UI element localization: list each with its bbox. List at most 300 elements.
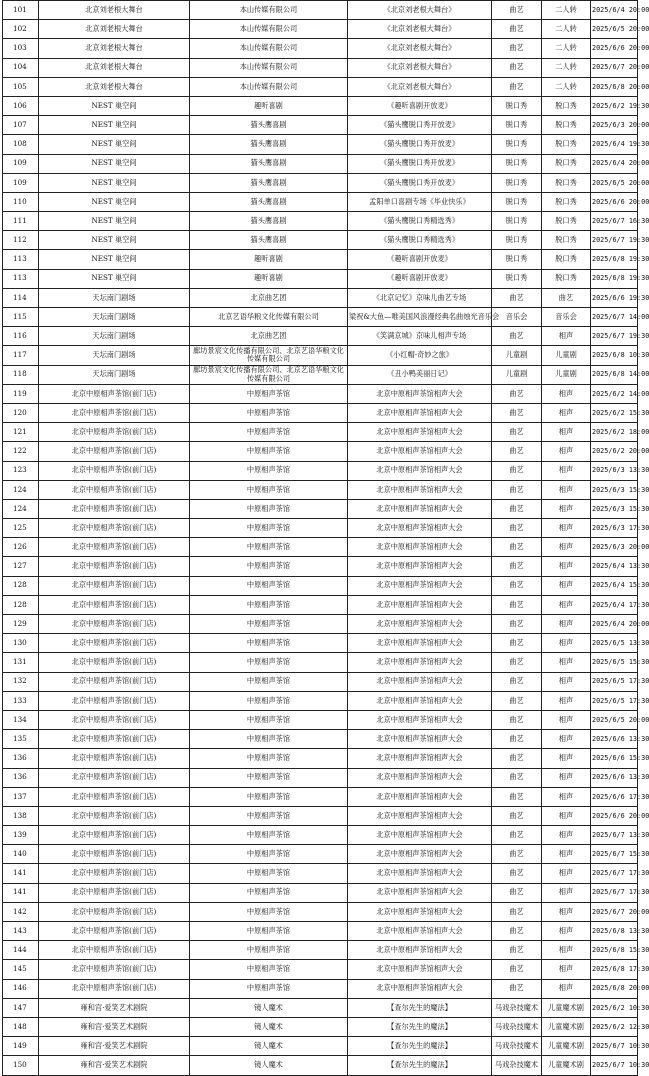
table-row bbox=[3, 653, 638, 672]
row-number: 117 bbox=[3, 346, 39, 365]
venue-cell: 北京中原相声茶馆(前门店) bbox=[39, 384, 190, 403]
show-title-cell: 北京中原相声茶馆相声大会 bbox=[348, 902, 492, 921]
table-row bbox=[3, 960, 638, 979]
row-number: 104 bbox=[3, 58, 39, 77]
subcategory-cell: 相声 bbox=[542, 595, 591, 614]
show-title-cell: 《猫头鹰脱口秀精选秀》 bbox=[348, 231, 492, 250]
subcategory-cell: 相声 bbox=[542, 557, 591, 576]
row-number: 124 bbox=[3, 480, 39, 499]
table-row bbox=[3, 902, 638, 921]
organizer-cell: 中原相声茶馆 bbox=[190, 519, 348, 538]
table-row bbox=[3, 979, 638, 998]
datetime-cell: 2025/6/8 19:30 bbox=[591, 250, 638, 269]
venue-cell: 天坛南门剧场 bbox=[39, 327, 190, 346]
organizer-cell: 中原相声茶馆 bbox=[190, 826, 348, 845]
category-cell: 曲艺 bbox=[492, 691, 542, 710]
organizer-cell: 中原相声茶馆 bbox=[190, 883, 348, 902]
venue-cell: NEST 巢空间 bbox=[39, 192, 190, 211]
subcategory-cell: 相声 bbox=[542, 519, 591, 538]
table-row bbox=[3, 39, 638, 58]
show-title-cell: 北京中原相声茶馆相声大会 bbox=[348, 806, 492, 825]
organizer-cell: 中原相声茶馆 bbox=[190, 864, 348, 883]
venue-cell: 北京刘老根大舞台 bbox=[39, 39, 190, 58]
venue-cell: 北京中原相声茶馆(前门店) bbox=[39, 730, 190, 749]
table-row bbox=[3, 922, 638, 941]
table-row bbox=[3, 403, 638, 422]
row-number: 126 bbox=[3, 538, 39, 557]
subcategory-cell: 相声 bbox=[542, 845, 591, 864]
table-row bbox=[3, 634, 638, 653]
row-number: 137 bbox=[3, 787, 39, 806]
category-cell: 曲艺 bbox=[492, 922, 542, 941]
row-number: 148 bbox=[3, 1017, 39, 1036]
category-cell: 儿童剧 bbox=[492, 365, 542, 384]
venue-cell: NEST 巢空间 bbox=[39, 250, 190, 269]
organizer-cell: 中原相声茶馆 bbox=[190, 634, 348, 653]
organizer-cell: 猫头鹰喜剧 bbox=[190, 192, 348, 211]
datetime-cell: 2025/6/8 15:30 bbox=[591, 941, 638, 960]
organizer-cell: 中原相声茶馆 bbox=[190, 922, 348, 941]
datetime-cell: 2025/6/3 20:00 bbox=[591, 116, 638, 135]
organizer-cell: 趣听喜剧 bbox=[190, 269, 348, 288]
category-cell: 马戏杂技魔术 bbox=[492, 1056, 542, 1075]
show-title-cell: 北京中原相声茶馆相声大会 bbox=[348, 557, 492, 576]
row-number: 133 bbox=[3, 691, 39, 710]
organizer-cell: 本山传媒有限公司 bbox=[190, 1, 348, 20]
show-title-cell: 北京中原相声茶馆相声大会 bbox=[348, 691, 492, 710]
row-number: 139 bbox=[3, 826, 39, 845]
subcategory-cell: 儿童魔术剧 bbox=[542, 1017, 591, 1036]
table-row bbox=[3, 384, 638, 403]
category-cell: 脱口秀 bbox=[492, 192, 542, 211]
subcategory-cell: 相声 bbox=[542, 653, 591, 672]
category-cell: 曲艺 bbox=[492, 499, 542, 518]
category-cell: 曲艺 bbox=[492, 672, 542, 691]
venue-cell: 北京中原相声茶馆(前门店) bbox=[39, 595, 190, 614]
venue-cell: 北京中原相声茶馆(前门店) bbox=[39, 557, 190, 576]
organizer-cell: 中原相声茶馆 bbox=[190, 691, 348, 710]
row-number: 107 bbox=[3, 116, 39, 135]
show-title-cell: 北京中原相声茶馆相声大会 bbox=[348, 576, 492, 595]
datetime-cell: 2025/6/5 20:00 bbox=[591, 20, 638, 39]
category-cell: 曲艺 bbox=[492, 77, 542, 96]
category-cell: 儿童剧 bbox=[492, 346, 542, 365]
venue-cell: 北京中原相声茶馆(前门店) bbox=[39, 538, 190, 557]
row-number: 150 bbox=[3, 1056, 39, 1075]
venue-cell: 北京中原相声茶馆(前门店) bbox=[39, 423, 190, 442]
row-number: 113 bbox=[3, 269, 39, 288]
show-title-cell: 【查尔先生的魔法】 bbox=[348, 1056, 492, 1075]
show-title-cell: 北京中原相声茶馆相声大会 bbox=[348, 499, 492, 518]
datetime-cell: 2025/6/2 19:30 bbox=[591, 96, 638, 115]
row-number: 115 bbox=[3, 308, 39, 327]
row-number: 113 bbox=[3, 250, 39, 269]
organizer-cell: 猫头鹰喜剧 bbox=[190, 173, 348, 192]
venue-cell: NEST 巢空间 bbox=[39, 116, 190, 135]
row-number: 112 bbox=[3, 231, 39, 250]
datetime-cell: 2025/6/5 20:00 bbox=[591, 173, 638, 192]
show-title-cell: 北京中原相声茶馆相声大会 bbox=[348, 403, 492, 422]
organizer-cell: 镜人魔术 bbox=[190, 1037, 348, 1056]
datetime-cell: 2025/6/7 17:30 bbox=[591, 864, 638, 883]
table-row bbox=[3, 538, 638, 557]
datetime-cell: 2025/6/6 20:00 bbox=[591, 39, 638, 58]
organizer-cell: 中原相声茶馆 bbox=[190, 499, 348, 518]
row-number: 149 bbox=[3, 1037, 39, 1056]
subcategory-cell: 脱口秀 bbox=[542, 135, 591, 154]
category-cell: 曲艺 bbox=[492, 423, 542, 442]
show-title-cell: 《猫头鹰脱口秀开放麦》 bbox=[348, 116, 492, 135]
datetime-cell: 2025/6/7 17:30 bbox=[591, 883, 638, 902]
table-row bbox=[3, 941, 638, 960]
datetime-cell: 2025/6/8 20:00 bbox=[591, 77, 638, 96]
show-title-cell: 北京中原相声茶馆相声大会 bbox=[348, 845, 492, 864]
subcategory-cell: 脱口秀 bbox=[542, 154, 591, 173]
show-title-cell: 北京中原相声茶馆相声大会 bbox=[348, 730, 492, 749]
category-cell: 曲艺 bbox=[492, 749, 542, 768]
subcategory-cell: 脱口秀 bbox=[542, 250, 591, 269]
row-number: 114 bbox=[3, 288, 39, 307]
subcategory-cell: 二人转 bbox=[542, 20, 591, 39]
table-row bbox=[3, 768, 638, 787]
datetime-cell: 2025/6/8 19:30 bbox=[591, 269, 638, 288]
category-cell: 曲艺 bbox=[492, 960, 542, 979]
subcategory-cell: 相声 bbox=[542, 442, 591, 461]
show-title-cell: 《猫头鹰脱口秀开放麦》 bbox=[348, 135, 492, 154]
datetime-cell: 2025/6/4 17:30 bbox=[591, 595, 638, 614]
subcategory-cell: 相声 bbox=[542, 941, 591, 960]
organizer-cell: 猫头鹰喜剧 bbox=[190, 212, 348, 231]
category-cell: 脱口秀 bbox=[492, 173, 542, 192]
venue-cell: 北京中原相声茶馆(前门店) bbox=[39, 768, 190, 787]
datetime-cell: 2025/6/6 19:30 bbox=[591, 288, 638, 307]
table-row bbox=[3, 1056, 638, 1075]
category-cell: 曲艺 bbox=[492, 58, 542, 77]
row-number: 128 bbox=[3, 595, 39, 614]
performance-schedule-table bbox=[2, 0, 649, 1076]
subcategory-cell: 脱口秀 bbox=[542, 96, 591, 115]
datetime-cell: 2025/6/7 10:30 bbox=[591, 1037, 638, 1056]
datetime-cell: 2025/6/5 20:00 bbox=[591, 710, 638, 729]
datetime-cell: 2025/6/6 13:30 bbox=[591, 768, 638, 787]
row-number: 136 bbox=[3, 768, 39, 787]
category-cell: 曲艺 bbox=[492, 634, 542, 653]
category-cell: 曲艺 bbox=[492, 480, 542, 499]
subcategory-cell: 相声 bbox=[542, 576, 591, 595]
organizer-cell: 本山传媒有限公司 bbox=[190, 39, 348, 58]
venue-cell: 北京中原相声茶馆(前门店) bbox=[39, 864, 190, 883]
organizer-cell: 中原相声茶馆 bbox=[190, 730, 348, 749]
subcategory-cell: 儿童魔术剧 bbox=[542, 1037, 591, 1056]
show-title-cell: 《猫头鹰脱口秀开放麦》 bbox=[348, 154, 492, 173]
organizer-cell: 猫头鹰喜剧 bbox=[190, 116, 348, 135]
datetime-cell: 2025/6/6 17:30 bbox=[591, 787, 638, 806]
category-cell: 脱口秀 bbox=[492, 269, 542, 288]
show-title-cell: 北京中原相声茶馆相声大会 bbox=[348, 538, 492, 557]
row-number: 144 bbox=[3, 941, 39, 960]
venue-cell: NEST 巢空间 bbox=[39, 212, 190, 231]
organizer-cell: 猫头鹰喜剧 bbox=[190, 231, 348, 250]
table-row bbox=[3, 365, 638, 384]
subcategory-cell: 相声 bbox=[542, 710, 591, 729]
venue-cell: 北京刘老根大舞台 bbox=[39, 20, 190, 39]
subcategory-cell: 脱口秀 bbox=[542, 212, 591, 231]
venue-cell: 天坛南门剧场 bbox=[39, 308, 190, 327]
table-row bbox=[3, 1037, 638, 1056]
organizer-cell: 中原相声茶馆 bbox=[190, 461, 348, 480]
organizer-cell: 猫头鹰喜剧 bbox=[190, 154, 348, 173]
subcategory-cell: 相声 bbox=[542, 384, 591, 403]
row-number: 105 bbox=[3, 77, 39, 96]
datetime-cell: 2025/6/5 13:30 bbox=[591, 634, 638, 653]
organizer-cell: 本山传媒有限公司 bbox=[190, 20, 348, 39]
subcategory-cell: 儿童魔术剧 bbox=[542, 998, 591, 1017]
row-number: 116 bbox=[3, 327, 39, 346]
venue-cell: 北京中原相声茶馆(前门店) bbox=[39, 941, 190, 960]
venue-cell: 北京中原相声茶馆(前门店) bbox=[39, 576, 190, 595]
subcategory-cell: 相声 bbox=[542, 423, 591, 442]
show-title-cell: 《北京记忆》京味儿曲艺专场 bbox=[348, 288, 492, 307]
show-title-cell: 北京中原相声茶馆相声大会 bbox=[348, 595, 492, 614]
row-number: 103 bbox=[3, 39, 39, 58]
table-row bbox=[3, 557, 638, 576]
table-row bbox=[3, 595, 638, 614]
row-number: 123 bbox=[3, 461, 39, 480]
venue-cell: 北京中原相声茶馆(前门店) bbox=[39, 615, 190, 634]
datetime-cell: 2025/6/2 18:00 bbox=[591, 423, 638, 442]
row-number: 118 bbox=[3, 365, 39, 384]
table-row bbox=[3, 519, 638, 538]
category-cell: 曲艺 bbox=[492, 845, 542, 864]
datetime-cell: 2025/6/7 20:00 bbox=[591, 902, 638, 921]
subcategory-cell: 相声 bbox=[542, 461, 591, 480]
venue-cell: 北京中原相声茶馆(前门店) bbox=[39, 519, 190, 538]
datetime-cell: 2025/6/7 15:30 bbox=[591, 845, 638, 864]
venue-cell: NEST 巢空间 bbox=[39, 96, 190, 115]
venue-cell: 北京中原相声茶馆(前门店) bbox=[39, 883, 190, 902]
category-cell: 曲艺 bbox=[492, 384, 542, 403]
datetime-cell: 2025/6/3 13:30 bbox=[591, 461, 638, 480]
row-number: 106 bbox=[3, 96, 39, 115]
organizer-cell: 中原相声茶馆 bbox=[190, 480, 348, 499]
venue-cell: 雍和宫·爱笑艺术剧院 bbox=[39, 1056, 190, 1075]
organizer-cell: 中原相声茶馆 bbox=[190, 845, 348, 864]
venue-cell: 北京中原相声茶馆(前门店) bbox=[39, 691, 190, 710]
row-number: 122 bbox=[3, 442, 39, 461]
subcategory-cell: 相声 bbox=[542, 634, 591, 653]
subcategory-cell: 儿童魔术剧 bbox=[542, 1056, 591, 1075]
show-title-cell: 北京中原相声茶馆相声大会 bbox=[348, 979, 492, 998]
row-number: 110 bbox=[3, 192, 39, 211]
subcategory-cell: 相声 bbox=[542, 615, 591, 634]
row-number: 109 bbox=[3, 154, 39, 173]
organizer-cell: 中原相声茶馆 bbox=[190, 576, 348, 595]
datetime-cell: 2025/6/6 13:30 bbox=[591, 730, 638, 749]
datetime-cell: 2025/6/7 20:00 bbox=[591, 58, 638, 77]
category-cell: 曲艺 bbox=[492, 902, 542, 921]
table-row bbox=[3, 346, 638, 365]
table-row bbox=[3, 787, 638, 806]
table-row bbox=[3, 998, 638, 1017]
datetime-cell: 2025/6/6 20:00 bbox=[591, 192, 638, 211]
organizer-cell: 中原相声茶馆 bbox=[190, 595, 348, 614]
show-title-cell: 北京中原相声茶馆相声大会 bbox=[348, 634, 492, 653]
row-number: 135 bbox=[3, 730, 39, 749]
table-row bbox=[3, 442, 638, 461]
show-title-cell: 《猫头鹰脱口秀开放麦》 bbox=[348, 173, 492, 192]
show-title-cell: 【查尔先生的魔法】 bbox=[348, 1037, 492, 1056]
table-row bbox=[3, 231, 638, 250]
table-row bbox=[3, 845, 638, 864]
row-number: 125 bbox=[3, 519, 39, 538]
venue-cell: 北京刘老根大舞台 bbox=[39, 1, 190, 20]
row-number: 127 bbox=[3, 557, 39, 576]
table-row bbox=[3, 749, 638, 768]
table-row bbox=[3, 154, 638, 173]
table-row bbox=[3, 883, 638, 902]
row-number: 101 bbox=[3, 1, 39, 20]
show-title-cell: 北京中原相声茶馆相声大会 bbox=[348, 883, 492, 902]
row-number: 140 bbox=[3, 845, 39, 864]
show-title-cell: 北京中原相声茶馆相声大会 bbox=[348, 768, 492, 787]
organizer-cell: 中原相声茶馆 bbox=[190, 557, 348, 576]
category-cell: 曲艺 bbox=[492, 39, 542, 58]
category-cell: 曲艺 bbox=[492, 403, 542, 422]
datetime-cell: 2025/6/2 15:30 bbox=[591, 403, 638, 422]
category-cell: 音乐会 bbox=[492, 308, 542, 327]
show-title-cell: 【查尔先生的魔法】 bbox=[348, 1017, 492, 1036]
venue-cell: 北京中原相声茶馆(前门店) bbox=[39, 499, 190, 518]
category-cell: 曲艺 bbox=[492, 653, 542, 672]
row-number: 129 bbox=[3, 615, 39, 634]
show-title-cell: 《笑满京城》京味儿相声专场 bbox=[348, 327, 492, 346]
datetime-cell: 2025/6/7 19:30 bbox=[591, 327, 638, 346]
datetime-cell: 2025/6/5 17:30 bbox=[591, 672, 638, 691]
row-number: 143 bbox=[3, 922, 39, 941]
datetime-cell: 2025/6/3 20:00 bbox=[591, 538, 638, 557]
row-number: 124 bbox=[3, 499, 39, 518]
show-title-cell: 北京中原相声茶馆相声大会 bbox=[348, 653, 492, 672]
table-row bbox=[3, 730, 638, 749]
organizer-cell: 中原相声茶馆 bbox=[190, 941, 348, 960]
venue-cell: 雍和宫·爱笑艺术剧院 bbox=[39, 1037, 190, 1056]
show-title-cell: 北京中原相声茶馆相声大会 bbox=[348, 384, 492, 403]
show-title-cell: 《趣听喜剧开放麦》 bbox=[348, 250, 492, 269]
organizer-cell: 北京曲艺团 bbox=[190, 327, 348, 346]
category-cell: 脱口秀 bbox=[492, 250, 542, 269]
datetime-cell: 2025/6/8 14:00 bbox=[591, 365, 638, 384]
show-title-cell: 《北京刘老根大舞台》 bbox=[348, 20, 492, 39]
venue-cell: 北京中原相声茶馆(前门店) bbox=[39, 787, 190, 806]
category-cell: 曲艺 bbox=[492, 20, 542, 39]
subcategory-cell: 儿童剧 bbox=[542, 346, 591, 365]
show-title-cell: 孟阳单口喜剧专场《毕业快乐》 bbox=[348, 192, 492, 211]
organizer-cell: 中原相声茶馆 bbox=[190, 806, 348, 825]
subcategory-cell: 相声 bbox=[542, 806, 591, 825]
venue-cell: NEST 巢空间 bbox=[39, 269, 190, 288]
subcategory-cell: 相声 bbox=[542, 883, 591, 902]
subcategory-cell: 相声 bbox=[542, 327, 591, 346]
organizer-cell: 中原相声茶馆 bbox=[190, 442, 348, 461]
category-cell: 脱口秀 bbox=[492, 231, 542, 250]
subcategory-cell: 脱口秀 bbox=[542, 231, 591, 250]
category-cell: 脱口秀 bbox=[492, 116, 542, 135]
subcategory-cell: 相声 bbox=[542, 922, 591, 941]
subcategory-cell: 相声 bbox=[542, 826, 591, 845]
venue-cell: 北京中原相声茶馆(前门店) bbox=[39, 634, 190, 653]
datetime-cell: 2025/6/7 10:30 bbox=[591, 1056, 638, 1075]
venue-cell: 天坛南门剧场 bbox=[39, 288, 190, 307]
category-cell: 曲艺 bbox=[492, 826, 542, 845]
show-title-cell: 北京中原相声茶馆相声大会 bbox=[348, 672, 492, 691]
organizer-cell: 中原相声茶馆 bbox=[190, 710, 348, 729]
category-cell: 曲艺 bbox=[492, 768, 542, 787]
table-row bbox=[3, 327, 638, 346]
row-number: 136 bbox=[3, 749, 39, 768]
show-title-cell: 北京中原相声茶馆相声大会 bbox=[348, 826, 492, 845]
organizer-cell: 中原相声茶馆 bbox=[190, 960, 348, 979]
datetime-cell: 2025/6/7 19:30 bbox=[591, 231, 638, 250]
organizer-cell: 中原相声茶馆 bbox=[190, 787, 348, 806]
category-cell: 曲艺 bbox=[492, 710, 542, 729]
datetime-cell: 2025/6/7 16:30 bbox=[591, 212, 638, 231]
show-title-cell: 北京中原相声茶馆相声大会 bbox=[348, 787, 492, 806]
venue-cell: NEST 巢空间 bbox=[39, 173, 190, 192]
category-cell: 曲艺 bbox=[492, 288, 542, 307]
subcategory-cell: 相声 bbox=[542, 960, 591, 979]
row-number: 141 bbox=[3, 864, 39, 883]
venue-cell: NEST 巢空间 bbox=[39, 154, 190, 173]
show-title-cell: 北京中原相声茶馆相声大会 bbox=[348, 615, 492, 634]
subcategory-cell: 相声 bbox=[542, 979, 591, 998]
subcategory-cell: 脱口秀 bbox=[542, 173, 591, 192]
datetime-cell: 2025/6/4 20:00 bbox=[591, 154, 638, 173]
organizer-cell: 中原相声茶馆 bbox=[190, 423, 348, 442]
subcategory-cell: 相声 bbox=[542, 787, 591, 806]
category-cell: 曲艺 bbox=[492, 595, 542, 614]
show-title-cell: 《北京刘老根大舞台》 bbox=[348, 77, 492, 96]
category-cell: 曲艺 bbox=[492, 538, 542, 557]
venue-cell: 北京刘老根大舞台 bbox=[39, 58, 190, 77]
category-cell: 脱口秀 bbox=[492, 135, 542, 154]
category-cell: 曲艺 bbox=[492, 442, 542, 461]
category-cell: 脱口秀 bbox=[492, 212, 542, 231]
venue-cell: 天坛南门剧场 bbox=[39, 365, 190, 384]
venue-cell: 北京中原相声茶馆(前门店) bbox=[39, 403, 190, 422]
subcategory-cell: 脱口秀 bbox=[542, 116, 591, 135]
organizer-cell: 中原相声茶馆 bbox=[190, 768, 348, 787]
organizer-cell: 镜人魔术 bbox=[190, 998, 348, 1017]
table-row bbox=[3, 58, 638, 77]
row-number: 134 bbox=[3, 710, 39, 729]
subcategory-cell: 二人转 bbox=[542, 1, 591, 20]
row-number: 128 bbox=[3, 576, 39, 595]
row-number: 102 bbox=[3, 20, 39, 39]
row-number: 141 bbox=[3, 883, 39, 902]
datetime-cell: 2025/6/3 17:30 bbox=[591, 519, 638, 538]
category-cell: 曲艺 bbox=[492, 941, 542, 960]
row-number: 132 bbox=[3, 672, 39, 691]
datetime-cell: 2025/6/4 20:00 bbox=[591, 615, 638, 634]
table-row bbox=[3, 615, 638, 634]
subcategory-cell: 相声 bbox=[542, 691, 591, 710]
show-title-cell: 《趣听喜剧开放麦》 bbox=[348, 269, 492, 288]
table-row bbox=[3, 691, 638, 710]
organizer-cell: 中原相声茶馆 bbox=[190, 384, 348, 403]
row-number: 131 bbox=[3, 653, 39, 672]
row-number: 130 bbox=[3, 634, 39, 653]
table-row bbox=[3, 96, 638, 115]
